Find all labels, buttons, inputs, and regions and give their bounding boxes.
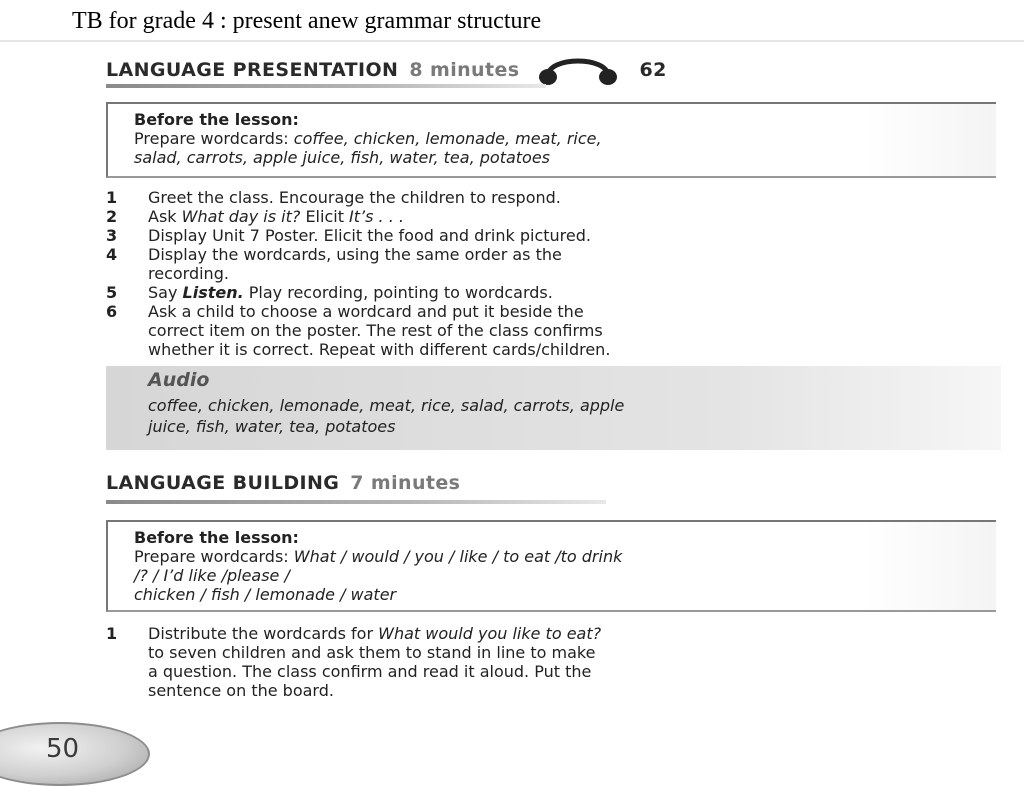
audio-box bbox=[106, 366, 1001, 450]
step-number: 3 bbox=[106, 226, 118, 245]
step-number: 2 bbox=[106, 207, 118, 226]
prep-prefix: Prepare wordcards: bbox=[134, 129, 289, 148]
step-line: whether it is correct. Repeat with different cards/children. bbox=[148, 340, 611, 359]
building-minutes: 7 minutes bbox=[350, 472, 461, 494]
presentation-title: LANGUAGE PRESENTATION bbox=[106, 59, 399, 81]
step-text-part: What would you like to eat? bbox=[378, 624, 602, 643]
slide-title: TB for grade 4 : present anew grammar structure bbox=[72, 8, 542, 34]
presentation-prep-box bbox=[106, 102, 996, 178]
step-item bbox=[106, 302, 1006, 359]
step-number: 1 bbox=[106, 188, 118, 207]
step-text: Display Unit 7 Poster. Elicit the food and drink pictured. bbox=[148, 226, 591, 245]
step-text-part: Elicit bbox=[300, 207, 350, 226]
page-number: 50 bbox=[46, 734, 80, 764]
step-number: 4 bbox=[106, 245, 118, 264]
building-heading bbox=[106, 472, 460, 494]
step-text bbox=[148, 283, 1006, 302]
track-number: 62 bbox=[639, 59, 667, 81]
step-text-part: Listen. bbox=[182, 283, 244, 302]
building-prep-box bbox=[106, 520, 996, 612]
building-title: LANGUAGE BUILDING bbox=[106, 472, 340, 494]
step-item bbox=[106, 207, 1006, 226]
step-item bbox=[106, 283, 1006, 302]
presentation-steps bbox=[106, 188, 1006, 359]
prep-words-2: /? / I’d like /please / bbox=[134, 566, 290, 585]
headphones-icon bbox=[536, 50, 620, 91]
step-text-part: Ask bbox=[148, 207, 182, 226]
step-text-part: It’s . . . bbox=[349, 207, 404, 226]
step-text-part: Say bbox=[148, 283, 183, 302]
presentation-rule bbox=[106, 84, 546, 88]
step-text-part: Play recording, pointing to wordcards. bbox=[243, 283, 553, 302]
step-item bbox=[106, 188, 1006, 207]
audio-line-2: juice, fish, water, tea, potatoes bbox=[148, 417, 396, 436]
step-line: to seven children and ask them to stand in line to make bbox=[148, 643, 596, 662]
step-line: Ask a child to choose a wordcard and put it beside the bbox=[148, 302, 584, 321]
presentation-minutes: 8 minutes bbox=[409, 59, 520, 81]
prep-words-1: What / would / you / like / to eat /to drink bbox=[293, 547, 623, 566]
step-line: recording. bbox=[148, 264, 229, 283]
step-item bbox=[106, 624, 1006, 700]
building-rule bbox=[106, 500, 606, 504]
audio-line-1: coffee, chicken, lemonade, meat, rice, salad, carrots, apple bbox=[148, 396, 625, 415]
step-line: correct item on the poster. The rest of the class confirms bbox=[148, 321, 603, 340]
step-line: sentence on the board. bbox=[148, 681, 334, 700]
step-text bbox=[148, 302, 1006, 359]
step-number: 5 bbox=[106, 283, 118, 302]
step-text-part: What day is it? bbox=[181, 207, 301, 226]
step-text: Greet the class. Encourage the children to respond. bbox=[148, 188, 561, 207]
title-divider bbox=[0, 40, 1024, 42]
prep-words-2: salad, carrots, apple juice, fish, water, tea, potatoes bbox=[134, 148, 551, 167]
prep-words-1: coffee, chicken, lemonade, meat, rice, bbox=[293, 129, 602, 148]
prep-label: Before the lesson: bbox=[134, 110, 299, 129]
step-number: 1 bbox=[106, 624, 118, 643]
step-text bbox=[148, 624, 1006, 700]
audio-heading: Audio bbox=[148, 369, 210, 391]
prep-label: Before the lesson: bbox=[134, 528, 299, 547]
step-text-part: Distribute the wordcards for bbox=[148, 624, 379, 643]
step-text bbox=[148, 207, 1006, 226]
step-text bbox=[148, 245, 1006, 283]
step-number: 6 bbox=[106, 302, 118, 321]
step-item bbox=[106, 245, 1006, 283]
building-steps bbox=[106, 624, 1006, 700]
step-line: a question. The class confirm and read it aloud. Put the bbox=[148, 662, 592, 681]
step-line: Display the wordcards, using the same order as the bbox=[148, 245, 562, 264]
prep-prefix: Prepare wordcards: bbox=[134, 547, 289, 566]
step-item bbox=[106, 226, 1006, 245]
prep-words-3: chicken / fish / lemonade / water bbox=[134, 585, 397, 604]
